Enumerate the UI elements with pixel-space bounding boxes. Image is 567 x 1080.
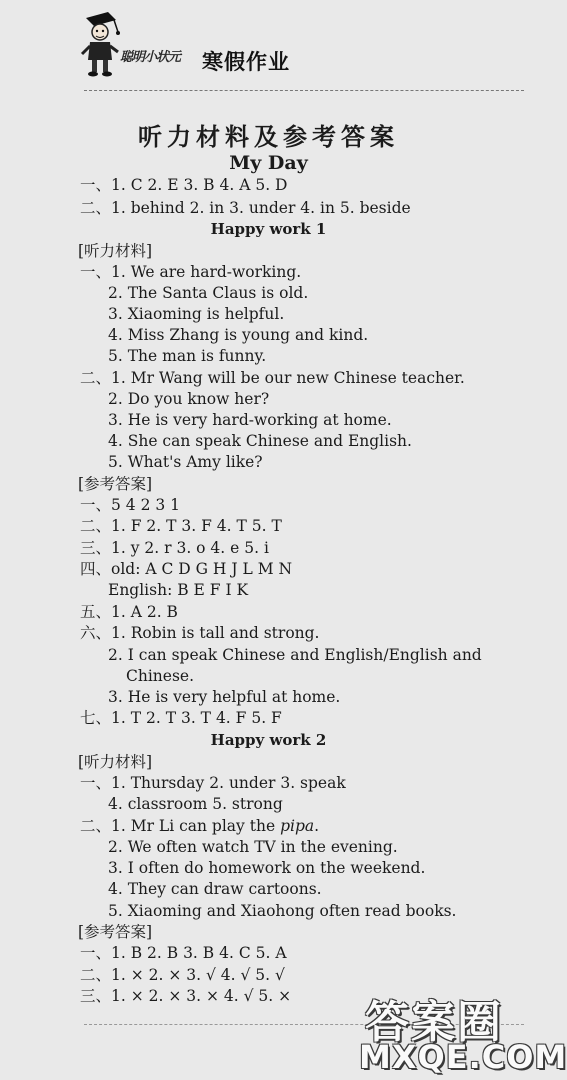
section-label-answers: [参考答案]	[78, 475, 153, 493]
header-divider	[84, 90, 524, 91]
answer-line: 一、1. C 2. E 3. B 4. A 5. D	[80, 176, 288, 194]
answer-line: 七、1. T 2. T 3. T 4. F 5. F	[80, 709, 282, 727]
watermark-domain: MXQE.COM	[359, 1038, 567, 1076]
listening-line: 二、1. Mr Wang will be our new Chinese teacher.	[80, 369, 465, 387]
listening-line: 4. They can draw cartoons.	[108, 880, 322, 898]
listening-line	[80, 816, 319, 836]
listening-line: 4. She can speak Chinese and English.	[108, 432, 412, 450]
pipa-word: pipa	[280, 817, 315, 835]
section-title-happy-work-1: Happy work 1	[210, 220, 327, 238]
answer-line: 四、old: A C D G H J L M N	[80, 560, 293, 578]
answer-line: 一、1. B 2. B 3. B 4. C 5. A	[80, 944, 287, 962]
listening-line: 5. What's Amy like?	[108, 453, 263, 471]
listening-line: 3. I often do homework on the weekend.	[108, 859, 426, 877]
listening-line: 4. classroom 5. strong	[108, 795, 283, 813]
section-title-my-day: My Day	[229, 152, 308, 174]
section-label-listening: [听力材料]	[78, 242, 153, 260]
listening-line: 5. The man is funny.	[108, 347, 267, 365]
section-label-listening: [听力材料]	[78, 753, 153, 771]
listening-text: 二、1. Mr Li can play the	[80, 817, 281, 835]
answer-line: Chinese.	[126, 667, 195, 685]
answer-line: English: B E F I K	[108, 581, 249, 599]
answer-line: 3. He is very helpful at home.	[108, 688, 341, 706]
scholar-mascot-icon	[78, 8, 122, 80]
listening-line: 2. Do you know her?	[108, 390, 270, 408]
watermark-logo-text: 答案圈	[365, 997, 503, 1048]
series-title: 寒假作业	[202, 50, 290, 74]
page-header	[0, 0, 537, 92]
answer-line: 二、1. F 2. T 3. F 4. T 5. T	[80, 517, 282, 535]
listening-line: 3. Xiaoming is helpful.	[108, 305, 285, 323]
page-title: 听力材料及参考答案	[138, 122, 399, 151]
section-title-happy-work-2: Happy work 2	[210, 731, 327, 749]
answer-line: 三、1. y 2. r 3. o 4. e 5. i	[80, 539, 269, 557]
listening-line: 3. He is very hard-working at home.	[108, 411, 392, 429]
answer-line: 一、5 4 2 3 1	[80, 496, 181, 514]
answer-line: 三、1. × 2. × 3. × 4. √ 5. ×	[80, 987, 292, 1005]
listening-line: 2. The Santa Claus is old.	[108, 284, 309, 302]
listening-line: 2. We often watch TV in the evening.	[108, 838, 398, 856]
brand-name: 聪明小状元	[120, 50, 181, 65]
period: .	[314, 817, 320, 835]
answer-line: 五、1. A 2. B	[80, 603, 178, 621]
listening-line: 一、1. We are hard-working.	[80, 263, 302, 281]
listening-line: 一、1. Thursday 2. under 3. speak	[80, 774, 346, 792]
answer-line: 2. I can speak Chinese and English/English and	[108, 646, 482, 664]
listening-line: 4. Miss Zhang is young and kind.	[108, 326, 369, 344]
answer-line: 二、1. behind 2. in 3. under 4. in 5. beside	[80, 199, 411, 217]
answer-line: 六、1. Robin is tall and strong.	[80, 624, 320, 642]
site-watermark	[355, 984, 567, 1080]
listening-line: 5. Xiaoming and Xiaohong often read books.	[108, 902, 457, 920]
answer-line: 二、1. × 2. × 3. √ 4. √ 5. √	[80, 966, 285, 984]
section-label-answers: [参考答案]	[78, 923, 153, 941]
